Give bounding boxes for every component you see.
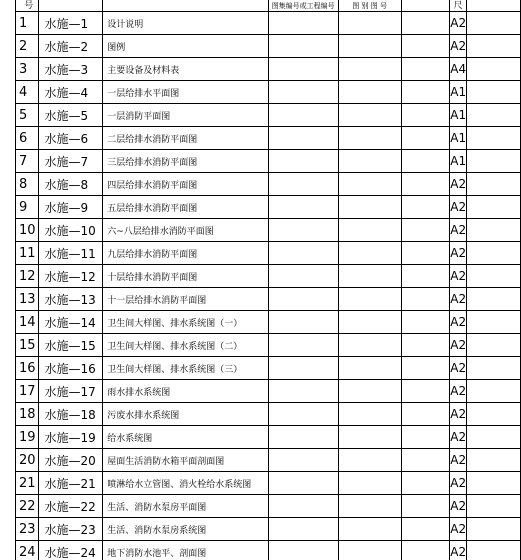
sheet-size: A4: [450, 58, 467, 81]
blank-cell: [467, 35, 521, 58]
drawing-name: 喷淋给水立管图、消火栓给水系统图: [103, 472, 269, 495]
row-number: 12: [16, 265, 39, 288]
original-number-cell: [268, 495, 338, 518]
table-row: [16, 219, 521, 242]
drawing-code: 水施—12: [39, 265, 103, 288]
drawing-code: 水施—5: [39, 104, 103, 127]
table-row: [16, 426, 521, 449]
drawing-name: 六~八层给排水消防平面图: [103, 219, 269, 242]
sheet-size: A2: [450, 518, 467, 541]
drawing-name: 给水系统图: [103, 426, 269, 449]
drawing-code: 水施—24: [39, 541, 103, 560]
table-row: [16, 541, 521, 560]
table-row: [16, 334, 521, 357]
sheet-size: A1: [450, 104, 467, 127]
drawing-code: 水施—4: [39, 81, 103, 104]
count-cell: [401, 472, 450, 495]
original-number-cell: [268, 403, 338, 426]
row-number: 14: [16, 311, 39, 334]
count-cell: [401, 219, 450, 242]
blank-cell: [467, 357, 521, 380]
original-number-cell: [268, 242, 338, 265]
table-row: [16, 81, 521, 104]
original-number-cell: [268, 334, 338, 357]
row-number: 18: [16, 403, 39, 426]
count-cell: [401, 242, 450, 265]
count-cell: [401, 127, 450, 150]
original-number-cell: [268, 12, 338, 35]
reference-number-cell: [338, 288, 401, 311]
reference-number-cell: [338, 357, 401, 380]
drawing-name: 二层给排水消防平面图: [103, 127, 269, 150]
header-name: [103, 0, 269, 12]
table-row: [16, 12, 521, 35]
blank-cell: [467, 12, 521, 35]
reference-number-cell: [338, 518, 401, 541]
drawing-code: 水施—23: [39, 518, 103, 541]
blank-cell: [467, 127, 521, 150]
drawing-code: 水施—10: [39, 219, 103, 242]
blank-cell: [467, 426, 521, 449]
blank-cell: [467, 403, 521, 426]
sheet-size: A2: [450, 472, 467, 495]
drawing-code: 水施—17: [39, 380, 103, 403]
reference-number-cell: [338, 426, 401, 449]
sheet-size: A2: [450, 426, 467, 449]
reference-number-cell: [338, 219, 401, 242]
blank-cell: [467, 541, 521, 560]
count-cell: [401, 12, 450, 35]
table-row: [16, 288, 521, 311]
table-row: [16, 150, 521, 173]
row-number: 20: [16, 449, 39, 472]
drawing-name: 一层消防平面图: [103, 104, 269, 127]
count-cell: [401, 334, 450, 357]
drawing-code: 水施—14: [39, 311, 103, 334]
sheet-size: A1: [450, 127, 467, 150]
drawing-name: 一层给排水平面图: [103, 81, 269, 104]
drawing-name: 设计说明: [103, 12, 269, 35]
reference-number-cell: [338, 380, 401, 403]
drawing-code: 水施—1: [39, 12, 103, 35]
reference-number-cell: [338, 449, 401, 472]
table-row: [16, 380, 521, 403]
reference-number-cell: [338, 541, 401, 560]
reference-number-cell: [338, 58, 401, 81]
reference-number-cell: [338, 150, 401, 173]
drawing-code: 水施—2: [39, 35, 103, 58]
drawing-code: 水施—18: [39, 403, 103, 426]
reference-number-cell: [338, 472, 401, 495]
table-row: [16, 357, 521, 380]
table-row: [16, 403, 521, 426]
header-reference-number: 图 别 图 号: [338, 0, 401, 12]
drawing-name: 图例: [103, 35, 269, 58]
count-cell: [401, 173, 450, 196]
drawing-code: 水施—6: [39, 127, 103, 150]
row-number: 1: [16, 12, 39, 35]
original-number-cell: [268, 449, 338, 472]
sheet-size: A2: [450, 334, 467, 357]
blank-cell: [467, 219, 521, 242]
table-row: [16, 127, 521, 150]
count-cell: [401, 288, 450, 311]
drawing-name: 卫生间大样图、排水系统图（一）: [103, 311, 269, 334]
blank-cell: [467, 150, 521, 173]
count-cell: [401, 380, 450, 403]
table-row: [16, 449, 521, 472]
sheet-size: A2: [450, 35, 467, 58]
drawing-code: 水施—3: [39, 58, 103, 81]
reference-number-cell: [338, 35, 401, 58]
drawing-name: 地下消防水池平、剖面图: [103, 541, 269, 560]
count-cell: [401, 449, 450, 472]
drawing-name: 九层给排水消防平面图: [103, 242, 269, 265]
table-row: [16, 265, 521, 288]
table-row: [16, 242, 521, 265]
drawing-code: 水施—21: [39, 472, 103, 495]
original-number-cell: [268, 196, 338, 219]
drawing-name: 主要设备及材料表: [103, 58, 269, 81]
header-row: [16, 0, 521, 12]
reference-number-cell: [338, 495, 401, 518]
blank-cell: [467, 58, 521, 81]
row-number: 8: [16, 173, 39, 196]
original-number-cell: [268, 58, 338, 81]
table-row: [16, 495, 521, 518]
header-original-number: 图集编号或工程编号: [268, 0, 338, 12]
drawing-code: 水施—9: [39, 196, 103, 219]
table-row: [16, 173, 521, 196]
sheet-size: A2: [450, 495, 467, 518]
original-number-cell: [268, 472, 338, 495]
row-number: 16: [16, 357, 39, 380]
drawing-code: 水施—22: [39, 495, 103, 518]
sheet-size: A2: [450, 311, 467, 334]
row-number: 23: [16, 518, 39, 541]
blank-cell: [467, 495, 521, 518]
original-number-cell: [268, 311, 338, 334]
reference-number-cell: [338, 334, 401, 357]
original-number-cell: [268, 518, 338, 541]
reference-number-cell: [338, 12, 401, 35]
drawing-name: 雨水排水系统图: [103, 380, 269, 403]
row-number: 17: [16, 380, 39, 403]
blank-cell: [467, 334, 521, 357]
blank-cell: [467, 311, 521, 334]
drawing-name: 十一层给排水消防平面图: [103, 288, 269, 311]
blank-cell: [467, 242, 521, 265]
row-number: 4: [16, 81, 39, 104]
drawing-name: 五层给排水消防平面图: [103, 196, 269, 219]
original-number-cell: [268, 265, 338, 288]
original-number-cell: [268, 380, 338, 403]
row-number: 24: [16, 541, 39, 560]
drawing-name: 屋面生活消防水箱平面剖面图: [103, 449, 269, 472]
sheet-size: A2: [450, 242, 467, 265]
sheet-size: A2: [450, 288, 467, 311]
count-cell: [401, 311, 450, 334]
drawing-name: 污废水排水系统图: [103, 403, 269, 426]
count-cell: [401, 518, 450, 541]
sheet-size: A1: [450, 150, 467, 173]
blank-cell: [467, 472, 521, 495]
sheet-size: A2: [450, 357, 467, 380]
table-row: [16, 472, 521, 495]
sheet-size: A2: [450, 449, 467, 472]
blank-cell: [467, 380, 521, 403]
row-number: 7: [16, 150, 39, 173]
sheet-size: A2: [450, 196, 467, 219]
blank-cell: [467, 196, 521, 219]
count-cell: [401, 150, 450, 173]
blank-cell: [467, 518, 521, 541]
row-number: 15: [16, 334, 39, 357]
original-number-cell: [268, 127, 338, 150]
drawing-name: 生活、消防水泵房系统图: [103, 518, 269, 541]
original-number-cell: [268, 35, 338, 58]
reference-number-cell: [338, 196, 401, 219]
original-number-cell: [268, 541, 338, 560]
count-cell: [401, 35, 450, 58]
original-number-cell: [268, 173, 338, 196]
count-cell: [401, 81, 450, 104]
sheet-size: A2: [450, 12, 467, 35]
table-row: [16, 58, 521, 81]
original-number-cell: [268, 288, 338, 311]
count-cell: [401, 403, 450, 426]
row-number: 11: [16, 242, 39, 265]
row-number: 6: [16, 127, 39, 150]
blank-cell: [467, 104, 521, 127]
row-number: 2: [16, 35, 39, 58]
row-number: 13: [16, 288, 39, 311]
row-number: 5: [16, 104, 39, 127]
table-row: [16, 196, 521, 219]
reference-number-cell: [338, 242, 401, 265]
drawing-name: 生活、消防水泵房平面图: [103, 495, 269, 518]
table-row: [16, 311, 521, 334]
original-number-cell: [268, 357, 338, 380]
sheet-size: A2: [450, 173, 467, 196]
original-number-cell: [268, 104, 338, 127]
drawing-code: 水施—8: [39, 173, 103, 196]
table-body: [16, 0, 521, 560]
blank-cell: [467, 449, 521, 472]
row-number: 22: [16, 495, 39, 518]
table-row: [16, 104, 521, 127]
drawing-code: 水施—15: [39, 334, 103, 357]
reference-number-cell: [338, 265, 401, 288]
drawing-code: 水施—13: [39, 288, 103, 311]
row-number: 19: [16, 426, 39, 449]
blank-cell: [467, 265, 521, 288]
table-row: [16, 35, 521, 58]
drawing-index-table: [15, 0, 521, 560]
row-number: 9: [16, 196, 39, 219]
sheet-size: A2: [450, 265, 467, 288]
count-cell: [401, 426, 450, 449]
count-cell: [401, 104, 450, 127]
drawing-name: 十层给排水消防平面图: [103, 265, 269, 288]
header-code: [39, 0, 103, 12]
count-cell: [401, 357, 450, 380]
count-cell: [401, 58, 450, 81]
original-number-cell: [268, 150, 338, 173]
drawing-code: 水施—19: [39, 426, 103, 449]
drawing-name: 四层给排水消防平面图: [103, 173, 269, 196]
reference-number-cell: [338, 104, 401, 127]
sheet-size: A2: [450, 403, 467, 426]
reference-number-cell: [338, 403, 401, 426]
row-number: 21: [16, 472, 39, 495]
header-no: 号: [16, 0, 39, 12]
header-size: 尺: [450, 0, 467, 12]
count-cell: [401, 541, 450, 560]
original-number-cell: [268, 81, 338, 104]
blank-cell: [467, 81, 521, 104]
reference-number-cell: [338, 311, 401, 334]
original-number-cell: [268, 219, 338, 242]
drawing-code: 水施—11: [39, 242, 103, 265]
reference-number-cell: [338, 127, 401, 150]
header-blank: [467, 0, 521, 12]
reference-number-cell: [338, 173, 401, 196]
drawing-name: 卫生间大样图、排水系统图（二）: [103, 334, 269, 357]
blank-cell: [467, 288, 521, 311]
sheet-size: A2: [450, 541, 467, 560]
sheet-size: A2: [450, 219, 467, 242]
drawing-code: 水施—20: [39, 449, 103, 472]
row-number: 10: [16, 219, 39, 242]
blank-cell: [467, 173, 521, 196]
count-cell: [401, 265, 450, 288]
original-number-cell: [268, 426, 338, 449]
header-count: [401, 0, 450, 12]
drawing-code: 水施—16: [39, 357, 103, 380]
count-cell: [401, 196, 450, 219]
row-number: 3: [16, 58, 39, 81]
count-cell: [401, 495, 450, 518]
table-row: [16, 518, 521, 541]
drawing-code: 水施—7: [39, 150, 103, 173]
drawing-name: 卫生间大样图、排水系统图（三）: [103, 357, 269, 380]
sheet-size: A1: [450, 81, 467, 104]
drawing-name: 三层给排水消防平面图: [103, 150, 269, 173]
sheet-size: A2: [450, 380, 467, 403]
reference-number-cell: [338, 81, 401, 104]
